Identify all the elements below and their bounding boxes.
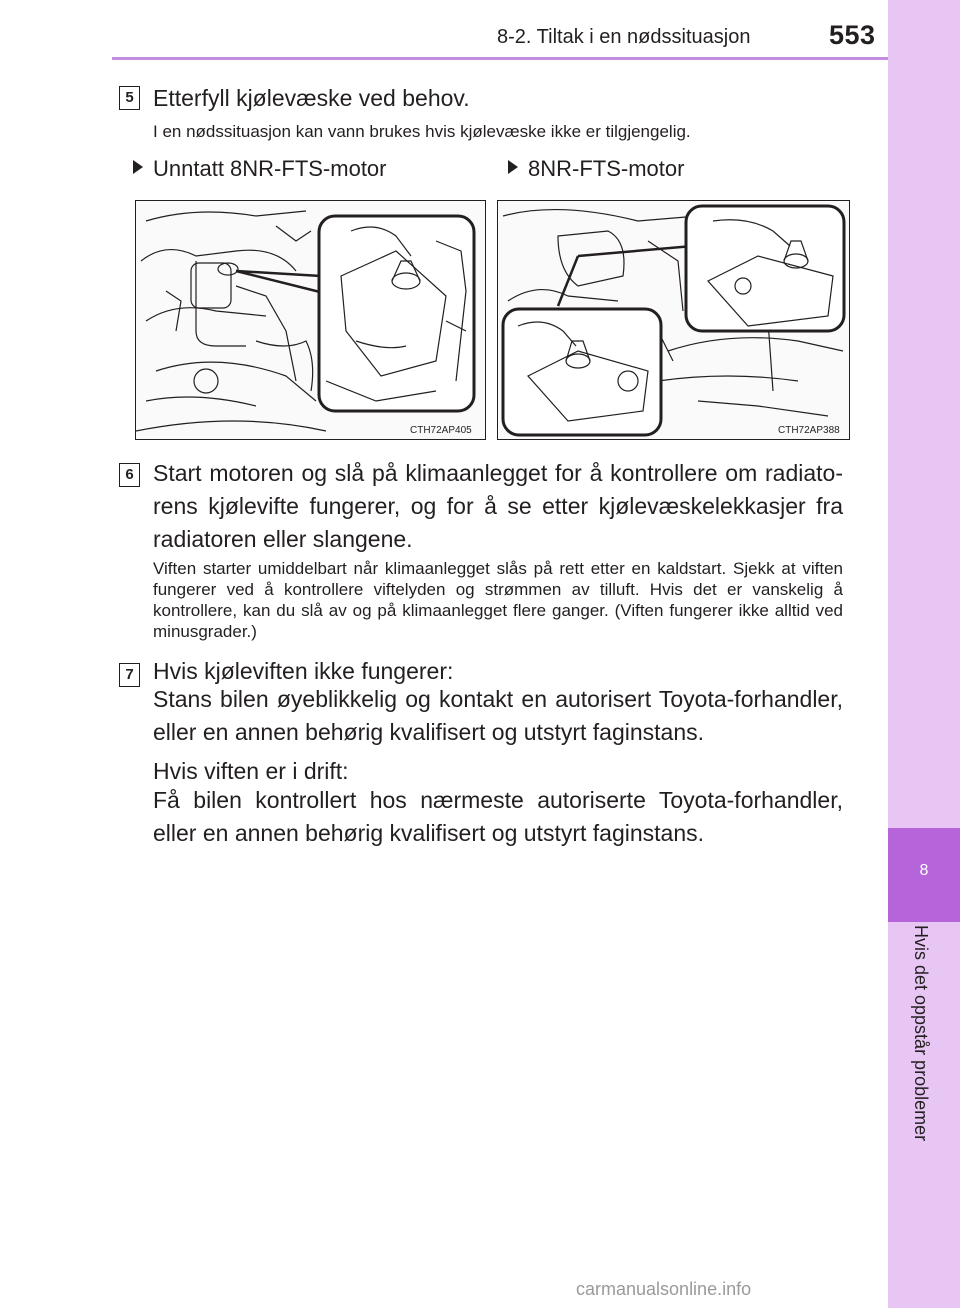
step5-title: Etterfyll kjølevæske ved behov.: [153, 85, 470, 111]
left-figure-heading: [133, 156, 387, 182]
header-divider: [112, 57, 888, 60]
step-badge-5: 5: [119, 86, 140, 110]
step5-note: I en nødssituasjon kan vann brukes hvis kjølevæske ikke er tilgjengelig.: [153, 122, 691, 141]
watermark: carmanualsonline.info: [576, 1279, 752, 1299]
engine-bay-drawing-right: [498, 201, 849, 439]
triangle-bullet-icon: [133, 160, 143, 174]
engine-bay-drawing-left: [136, 201, 485, 439]
chapter-number: 8: [919, 862, 929, 879]
step7-line1: Hvis kjøleviften ikke fungerer:: [153, 658, 454, 684]
step6-note: Viften starter umiddelbart når klimaanlegget slås på rett etter en kaldstart. Sjekk at viften fungerer ved å kontrollere viftelyden og strømmen av tilluft. Hvis det er vanskelig å kontrollere, kan du slå av og på klimaanlegget flere ganger. (Viften fungerer ikke alltid ved minusgrader.): [153, 559, 843, 641]
right-figure-heading: [508, 156, 684, 182]
step7-line3: Hvis viften er i drift:: [153, 758, 349, 784]
left-figure-code: CTH72AP405: [410, 425, 472, 436]
left-figure-heading-label: Unntatt 8NR-FTS-motor: [153, 156, 387, 181]
step7-line2: Stans bilen øyeblikkelig og kontakt en autorisert Toyota-forhandler, eller en annen behørig kvalifisert og utstyrt faginstans.: [153, 686, 843, 745]
chapter-title: Hvis det oppstår problemer: [911, 925, 931, 1142]
right-figure-heading-label: 8NR-FTS-motor: [528, 156, 685, 181]
triangle-bullet-icon: [508, 160, 518, 174]
step7-line4: Få bilen kontrollert hos nærmeste autoriserte Toyota-forhandler, eller en annen behørig kvalifisert og utstyrt faginstans.: [153, 787, 843, 846]
page-number: 553: [829, 20, 876, 50]
engine-illustration-right: [497, 200, 850, 440]
step-badge-7: 7: [119, 663, 140, 687]
step-badge-6: 6: [119, 463, 140, 487]
right-figure-code: CTH72AP388: [778, 425, 840, 436]
section-title: 8-2. Tiltak i en nødssituasjon: [497, 26, 751, 48]
engine-illustration-left: [135, 200, 486, 440]
step6-text: Start motoren og slå på klimaanlegget for å kontrollere om radiato-rens kjølevifte fungerer, og for å se etter kjølevæskelekkasjer fra radiatoren eller slangene.: [153, 460, 843, 552]
